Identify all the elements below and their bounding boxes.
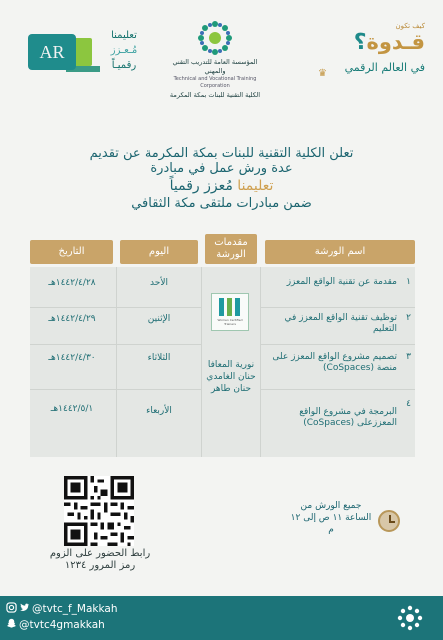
footer-bar	[0, 596, 443, 640]
footer-tvtc-logo-icon	[393, 604, 427, 632]
initiative-logo-text	[98, 28, 150, 73]
header-day: اليوم	[120, 240, 198, 264]
presenter-name: نورية المعافا	[207, 360, 255, 370]
row-divider	[261, 389, 415, 390]
w-logo-icon	[219, 298, 241, 316]
initiative-name-part1: تعليمنا	[237, 178, 274, 194]
workshop-date: ١٤٤٢/٤/٢٨هـ	[48, 278, 96, 288]
header-presenters: مقدمات الورشة	[205, 234, 257, 264]
workshop-title: مقدمة عن تقنية الواقع المعزز	[286, 277, 397, 287]
workshop-title: توظيف تقنية الواقع المعزز في التعليم	[284, 313, 397, 334]
announcement-line1: تعلن الكلية التقنية للبنات بمكة المكرمة عن تقديم	[89, 146, 354, 161]
qudwa-tagline: في العالم الرقمي	[344, 61, 425, 74]
time-info	[290, 500, 372, 536]
row-divider	[261, 344, 415, 345]
workshop-day: الإثنين	[147, 314, 171, 324]
snapchat-handle: @tvtc4gmakkah	[19, 619, 105, 631]
twitter-handle: @tvtc_f_Makkah	[32, 603, 118, 615]
workshop-day: الأحد	[150, 278, 168, 288]
workshop-date: ١٤٤٢/٤/٣٠هـ	[48, 353, 96, 363]
trainers-logo-caption: Women Certified Trainers	[217, 318, 243, 326]
crown-icon: ♛	[318, 68, 327, 79]
social-twitter[interactable]	[6, 602, 117, 616]
presenter-name: حنان الغامدي	[206, 372, 256, 382]
row-divider	[30, 307, 202, 308]
row-number: ١	[406, 277, 411, 287]
initiative-name	[0, 178, 443, 194]
tvtc-logo	[165, 18, 265, 100]
row-number: ٣	[406, 352, 411, 362]
college-name: الكلية التقنية للبنات بمكة المكرمة	[169, 91, 261, 99]
question-mark-icon: ؟	[353, 30, 367, 55]
ar-badge: AR	[28, 34, 76, 70]
initiative-logo	[20, 26, 145, 86]
header-workshop: اسم الورشة	[265, 240, 415, 264]
column-divider	[201, 267, 202, 457]
initiative-name-part2: مُعزز رقمياً	[169, 178, 238, 194]
twitter-icon	[19, 602, 30, 613]
tvtc-emblem-icon	[195, 18, 235, 58]
zoom-link-label: رابط الحضور على الزوم	[49, 548, 151, 559]
instagram-icon	[6, 602, 17, 613]
workshop-date: ١٤٤٢/٤/٢٩هـ	[48, 314, 96, 324]
workshops-table	[30, 237, 415, 458]
trainers-logo	[211, 293, 249, 331]
row-number: ٤	[406, 399, 411, 409]
zoom-qr-code[interactable]	[64, 476, 134, 546]
zoom-passcode: رمز المرور ١٢٣٤	[64, 560, 136, 571]
snapchat-icon	[6, 618, 17, 629]
initiative-logo-line3: رقميـاً	[111, 60, 137, 71]
presenter-name: حنان طاهر	[210, 384, 252, 394]
time-line2: الساعة ١١ ص إلى ١٢ م	[290, 513, 372, 535]
workshop-day: الأربعاء	[146, 406, 172, 416]
social-snapchat[interactable]	[6, 618, 105, 632]
time-line1: جميع الورش من	[300, 501, 362, 511]
qudwa-title: قـدوة	[366, 30, 425, 54]
announcement-line2: عدة ورش عمل في مبادرة	[150, 161, 293, 176]
qudwa-small-text: كيف تكون	[395, 22, 425, 30]
org-name-en: Technical and Vocational Training Corporation	[173, 76, 257, 89]
column-divider	[116, 267, 117, 457]
header-date: التاريخ	[30, 240, 113, 264]
row-divider	[30, 389, 202, 390]
workshop-date: ١٤٤٢/٥/١هـ	[50, 404, 94, 414]
workshop-title: تصميم مشروع الواقع المعزز على منصة (CoSpaces)	[272, 352, 397, 373]
row-number: ٢	[406, 313, 411, 323]
initiative-logo-line2: مُـعـزز	[110, 45, 138, 56]
workshop-day: الثلاثاء	[147, 353, 171, 363]
clock-icon	[378, 510, 400, 532]
row-divider	[261, 307, 415, 308]
announcement-line4: ضمن مبادرات ملتقى مكة الثقافي	[131, 196, 312, 211]
workshop-title: البرمجة في مشروع الواقع المعززعلى (CoSpaces)	[299, 407, 397, 428]
column-divider	[260, 267, 261, 457]
row-divider	[30, 344, 202, 345]
table-header	[30, 237, 415, 264]
org-name-ar: المؤسسة العامة للتدريب التقني والمهني	[172, 58, 258, 75]
table-body	[30, 267, 415, 457]
zoom-info	[44, 548, 156, 572]
initiative-logo-line1: تعليمنا	[111, 30, 137, 41]
